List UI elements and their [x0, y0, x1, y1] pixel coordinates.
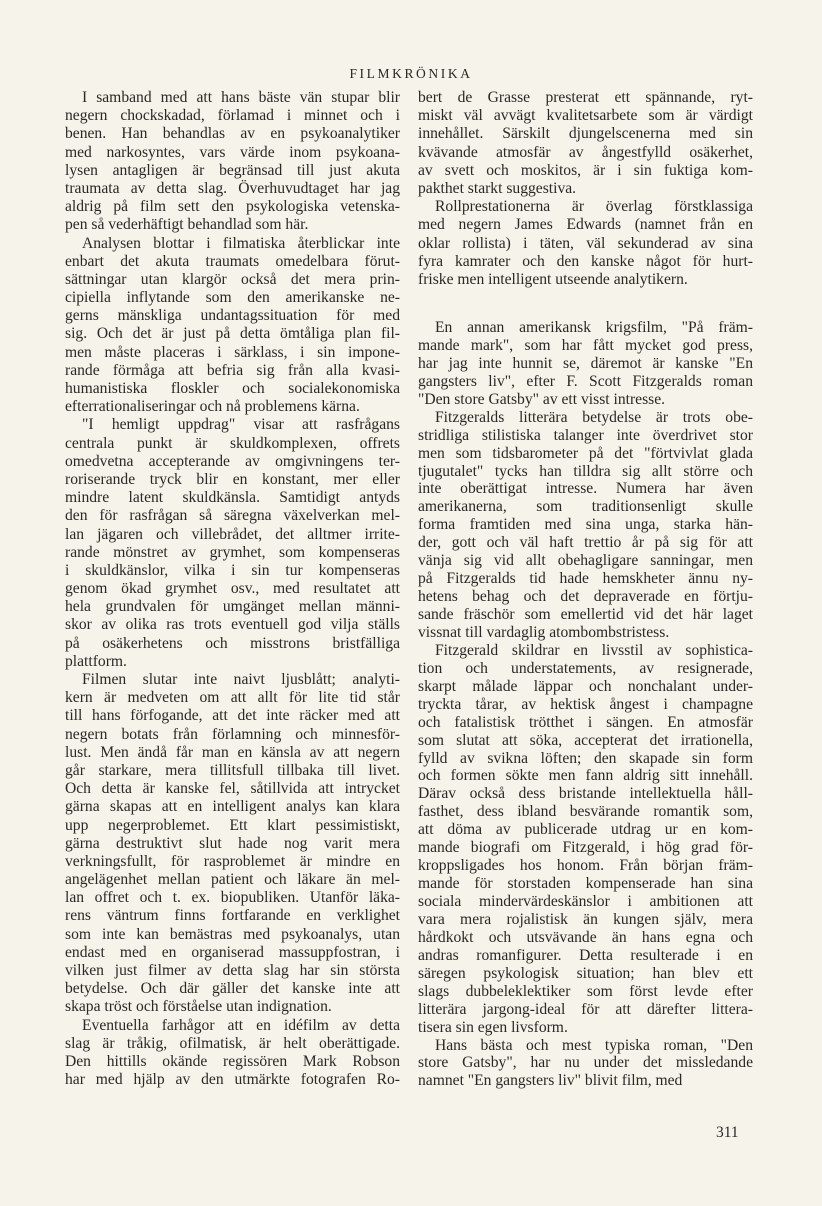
text-line: pen så vederhäftigt behandlad som här.	[65, 216, 309, 234]
text-line: vilken just filmer av detta slag har sin största	[65, 962, 400, 979]
text-line: Filmen slutar inte naivt ljusblått; analyti-	[82, 671, 400, 688]
text-line: Analysen blottar i filmatiska återblickar inte	[82, 234, 400, 252]
text-line: Rollprestationerna är överlag förstklassiga	[435, 198, 753, 216]
text-line: cipiella inflytande som den amerikanske ne-	[65, 289, 400, 307]
right-column-bottom	[418, 319, 753, 1090]
text-line: rens väntrum finns fortfarande en verklighet	[65, 907, 400, 925]
text-line: med negern James Edwards (namnet från en	[418, 216, 753, 234]
text-line: benen. Han behandlas av en psykoanalytiker	[65, 125, 400, 143]
text-line: på Fitzgeralds tid hade hemskheter ännu ny-	[418, 570, 753, 588]
text-line: som slutat att söka, accepterat det irrationella,	[418, 731, 753, 749]
text-line: gerns mänskliga undantagssituation för med	[65, 307, 400, 325]
text-line: aldrig på film sett den psykologiska vetenska-	[65, 198, 400, 216]
text-line: fyra kamrater och den kanske något för hurt-	[418, 252, 753, 270]
text-line: på osäkerhetens och misstrons bristfälliga	[65, 634, 400, 652]
text-line: med narkosyntes, vars värde inom psykoana-	[65, 143, 400, 161]
text-line: slags dubbeleklektiker som först levde efter	[418, 982, 753, 1000]
text-line: i skuldkänslor, vilka i sin tur kompenseras	[65, 561, 400, 579]
text-line: lysen antagligen är begränsad till just akuta	[65, 161, 400, 179]
text-line: sättningar utan klargör också det mera prin-	[65, 270, 400, 288]
text-line: skor av olika ras trots eventuell god vilja ställs	[65, 616, 400, 634]
text-line: mande biografi om Fitzgerald, i hög grad för-	[418, 839, 753, 857]
text-line: den för rasfrågan så säregna växelverkan mel-	[65, 507, 400, 525]
text-line: och formen sökte men fann aldrig sitt innehåll.	[418, 767, 753, 785]
text-line: vissnat till vardaglig atombombstristess.	[418, 623, 670, 641]
text-line: mindre latent skuldkänsla. Samtidigt antyds	[65, 489, 400, 507]
text-line: stridliga stilistiska talanger inte överdrivet stor	[418, 426, 753, 444]
paragraph	[65, 89, 400, 235]
text-line: rande förmåga att befria sig från alla kvasi-	[65, 361, 400, 379]
text-line: gärna skapas att en intelligent analys kan klara	[65, 798, 400, 816]
text-line: sig. Och det är just på detta ömtåliga plan fil-	[65, 325, 400, 343]
text-line: omedvetna accepterande av omgivningens ter-	[65, 452, 400, 470]
paragraph	[418, 89, 753, 198]
text-line: amerikanerna, som traditionsenligt skulle	[418, 498, 753, 516]
text-line: Eventuella farhågor att en idéfilm av detta	[82, 1016, 400, 1034]
text-line: endast med en organiserad massuppfostran, i	[65, 943, 400, 961]
text-line: negern chockskadad, förlamad i minnet och i	[65, 107, 400, 125]
paragraph	[65, 235, 400, 417]
text-line: humanistiska floskler och socialekonomiska	[65, 380, 400, 397]
text-line: har med hjälp av den utmärkte fotografen Ro-	[65, 1071, 400, 1089]
text-line: enbart det akuta traumats omedelbara förut-	[65, 252, 400, 270]
text-line: genom ökad grymhet osv., med resultatet att	[65, 580, 400, 598]
text-line: som inte kan bemästras med psykoanalys, utan	[65, 925, 400, 943]
text-line: upp negerproblemet. Ett klart pessimistiskt,	[65, 816, 400, 834]
right-column-top	[418, 89, 753, 289]
text-line: skapa tröst och förståelse utan indignation.	[65, 998, 332, 1016]
text-line: har jag inte hunnit se, däremot är kanske "En	[418, 354, 753, 372]
text-line: andras romanfigurer. Detta resulterade i en	[418, 946, 753, 964]
text-line: men som tidsbarometer på det "förtvivlat glada	[418, 444, 753, 462]
text-line: namnet "En gangsters liv" blivit film, med	[418, 1072, 683, 1090]
text-line: till hans förfogande, att det inte räcker med att	[65, 707, 400, 725]
text-line: men måste placeras i särklass, i sin impone-	[65, 343, 400, 361]
text-line: mande för storstaden kompenserade han sina	[418, 875, 753, 893]
text-line: bert de Grasse presterat ett spännande, ryt-	[418, 89, 753, 106]
text-line: litterära jargong-ideal för att därefter littera-	[418, 1000, 753, 1018]
text-line: kroppsligades hos honom. Från början främ-	[418, 857, 753, 875]
text-line: der, gott och väl haft trettio år på sig för att	[418, 534, 753, 552]
text-line: Hans bästa och mest typiska roman, "Den	[435, 1036, 753, 1054]
text-line: oklar rollista) i täten, väl sekunderad av sina	[418, 234, 753, 252]
paragraph	[418, 642, 753, 1037]
text-line: betydelse. Och där gäller det kanske inte att	[65, 980, 400, 998]
text-line: centrala punkt är skuldkomplexen, offrets	[65, 434, 400, 452]
text-line: "Den store Gatsby" av ett visst intresse.	[418, 390, 666, 408]
text-line: pakthet starkt suggestiva.	[418, 179, 577, 197]
text-line: store Gatsby", har nu under det missledande	[418, 1054, 753, 1072]
text-line: av svett och moskitos, är i sin fuktiga kom-	[418, 161, 753, 179]
paragraph	[65, 1017, 400, 1090]
text-line: En annan amerikansk krigsfilm, "På främ-	[435, 319, 753, 336]
text-line: mande mark", som har fått mycket god press,	[418, 336, 753, 354]
text-line: fylld av svikna löften; den skapade sin form	[418, 749, 753, 767]
text-line: säregen psykologisk situation; han blev ett	[418, 964, 753, 982]
text-line: lan offret och t. ex. biopubliken. Utanför läka-	[65, 889, 400, 907]
paragraph	[418, 409, 753, 642]
text-line: slag är tråkig, ofilmatisk, är helt oberättigade.	[65, 1034, 400, 1052]
paragraph	[418, 1037, 753, 1091]
text-line: I samband med att hans bäste vän stupar blir	[82, 89, 400, 106]
text-line: att döma av publicerade utdrag ur en kom-	[418, 821, 753, 839]
text-line: och fatalistisk trötthet i sängen. En atmosfär	[418, 713, 753, 731]
text-line: tisera sin egen livsform.	[418, 1018, 568, 1036]
text-line: sociala mindervärdeskänslor i ambitionen att	[418, 893, 753, 910]
text-line: lan jägaren och villebrådet, det alltmer irrite-	[65, 525, 400, 543]
text-line: gärna destruktivt slut hade nog varit mera	[65, 834, 400, 852]
text-line: verkningsfullt, för rasproblemet är mindre en	[65, 852, 400, 870]
text-line: hetens behag och det depraverade en förtju-	[418, 588, 753, 606]
running-header: FILMKRÖNIKA	[349, 66, 473, 81]
paragraph	[65, 416, 400, 671]
paragraph	[418, 319, 753, 409]
text-line: vara mera rojalistisk än kungen själv, mera	[418, 910, 753, 928]
paragraph	[418, 198, 753, 289]
text-line: friske men intelligent utseende analytikern.	[418, 270, 688, 288]
text-line: miskt väl avvägt kvalitetsarbete som är värdigt	[418, 107, 753, 125]
text-line: plattform.	[65, 652, 127, 670]
text-line: sande fräschör som emellertid vid det här laget	[418, 606, 753, 623]
text-line: negern botats från förlamning och minnesför-	[65, 725, 400, 743]
text-line: hårdkokt och utsvävande än hans egna och	[418, 928, 753, 946]
left-column	[65, 89, 400, 1089]
text-line: rande mönstret av grymhet, som kompenseras	[65, 543, 400, 561]
text-line: angelägenhet mellan patient och läkare än mel-	[65, 871, 400, 889]
text-line: Och detta är kanske fel, såtillvida att intrycket	[65, 780, 400, 798]
text-line: lust. Men ändå får man en känsla av att negern	[65, 743, 400, 761]
text-line: tjugutalet" tycks han tilldra sig allt större och	[418, 462, 753, 480]
text-line: hela grundvalen för umgänget mellan männi-	[65, 598, 400, 616]
text-line: kern är medveten om att allt för lite tid står	[65, 689, 400, 707]
text-line: går starkare, mera tillitsfull tillbaka till livet.	[65, 761, 400, 779]
text-line: tion och understatements, av resignerade,	[418, 659, 753, 677]
text-line: inte oberättigat intresse. Numera har även	[418, 480, 753, 498]
text-line: skarpt målade läppar och nonchalant under-	[418, 677, 753, 695]
text-line: gangsters liv", efter F. Scott Fitzgeralds roman	[418, 372, 753, 390]
text-line: kvävande atmosfär av ångestfylld osäkerhet,	[418, 143, 753, 161]
text-line: efterrationaliseringar och nå problemens kärna.	[65, 398, 360, 416]
text-line: fasthet, dess ibland besvärande romantik som,	[418, 803, 753, 821]
page-number: 311	[716, 1124, 739, 1141]
text-line: innehållet. Särskilt djungelscenerna med sin	[418, 125, 753, 143]
paragraph	[65, 671, 400, 1017]
text-line: Den hittills okände regissören Mark Robson	[65, 1052, 400, 1070]
text-line: Därav också dess bristande intellektuella håll-	[418, 785, 753, 803]
text-line: forma framtiden med sina unga, starka hän-	[418, 516, 753, 534]
text-line: Fitzgeralds litterära betydelse är trots obe-	[435, 408, 753, 426]
text-line: Fitzgerald skildrar en livsstil av sophistica-	[435, 641, 753, 659]
text-line: roriserande tryck blir en konstant, mer eller	[65, 470, 400, 488]
text-line: vänja sig vid allt obehagligare sanningar, men	[418, 552, 753, 570]
text-line: "I hemligt uppdrag" visar att rasfrågans	[82, 416, 400, 434]
text-line: traumata av detta slag. Överhuvudtaget har jag	[65, 179, 400, 197]
text-line: tryckta tårar, av hektisk ångest i champagne	[418, 695, 753, 713]
